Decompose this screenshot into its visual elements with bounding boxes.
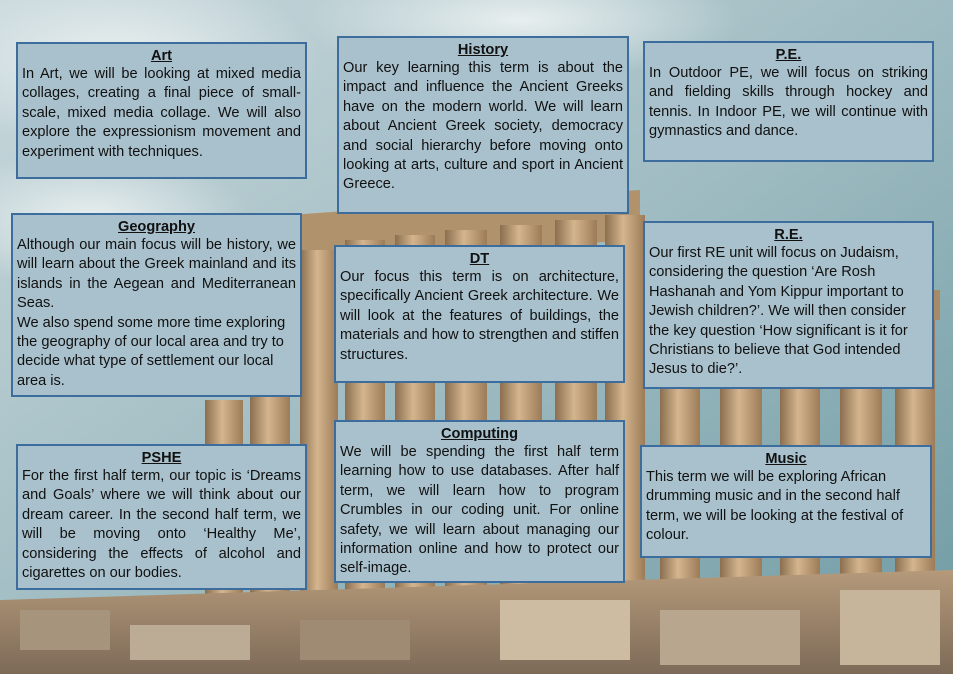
dt-panel [334, 245, 625, 383]
pshe-title: PSHE [141, 450, 182, 466]
art-text: In Art, we will be looking at mixed media collages, creating a final piece of small-scale, mixed media collage. We will also explore the expressionism movement and experiment with techniques. [22, 66, 301, 160]
pe-text: In Outdoor PE, we will focus on striking and fielding skills through hockey and tennis. In Indoor PE, we will continue with gymnastics and dance. [649, 65, 928, 140]
music-title: Music [765, 451, 807, 467]
art-title: Art [150, 48, 173, 64]
history-panel [337, 36, 629, 214]
computing-panel [334, 420, 625, 583]
art-panel [16, 42, 307, 179]
dt-text: Our focus this term is on architecture, specifically Ancient Greek architecture. We will look at the features of buildings, the materials and how to strengthen and stiffen structures. [340, 269, 619, 363]
computing-title: Computing [440, 426, 518, 442]
pshe-panel [16, 444, 307, 590]
pe-title: P.E. [775, 47, 802, 63]
history-text: Our key learning this term is about the impact and influence the Ancient Greeks have on the modern world. We will learn about Ancient Greek society, democracy and social hierarchy before moving onto looking at arts, culture and sport in Ancient Greece. [343, 60, 623, 193]
re-text: Our first RE unit will focus on Judaism, considering the question ‘Are Rosh Hashanah and Yom Kippur important to Jewish children?’. We will then consider the key question ‘How significant is it for Christians to believe that God intended Jesus to die?’. [649, 245, 908, 378]
music-text: This term we will be exploring African drumming music and in the second half term, we will be looking at the festival of colour. [646, 469, 904, 544]
geography-title: Geography [117, 219, 196, 235]
history-title: History [457, 42, 509, 58]
geography-panel [11, 213, 302, 397]
music-panel [640, 445, 932, 558]
dt-title: DT [469, 251, 490, 267]
re-panel [643, 221, 934, 389]
geography-text-1: Although our main focus will be history, we will learn about the Greek mainland and its islands in the Aegean and Mediterranean Seas. [17, 237, 296, 312]
re-title: R.E. [774, 227, 803, 243]
computing-text: We will be spending the first half term learning how to use databases. After half term, we will learn how to program Crumbles in our coding unit. For online safety, we will learn about managing our information online and how to protect our self-image. [340, 444, 619, 577]
pe-panel [643, 41, 934, 162]
pshe-text: For the first half term, our topic is ‘Dreams and Goals’ where we will think about our dream career. In the second half term, we will be moving onto ‘Healthy Me’, considering the effects of alcohol and cigarettes on our bodies. [22, 468, 301, 582]
geography-text-2: We also spend some more time exploring the geography of our local area and try to decide what type of settlement our local area is. [17, 314, 286, 389]
